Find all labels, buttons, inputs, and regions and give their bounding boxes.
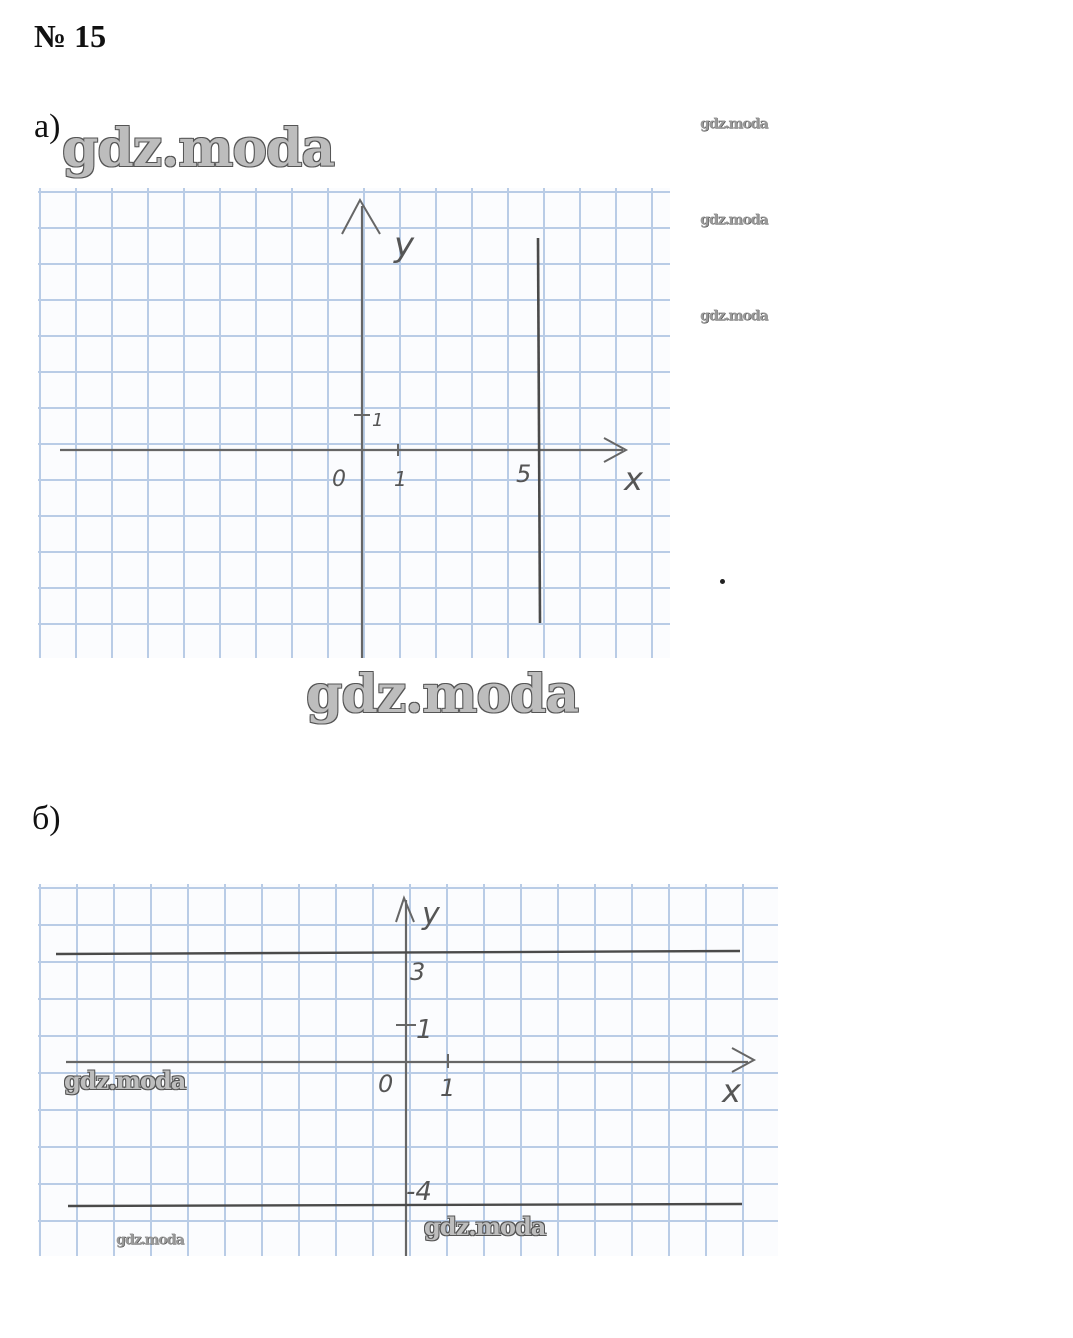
part-a-label: а) xyxy=(34,108,61,145)
x-tick-label: 1 xyxy=(394,467,407,491)
y-tick-label: 1 xyxy=(372,410,384,431)
part-b-label: б) xyxy=(32,800,61,837)
y-tick-label: 1 xyxy=(416,1015,433,1045)
x-axis-label: x xyxy=(624,460,643,498)
watermark: gdz.moda xyxy=(700,308,768,324)
exercise-title: № 15 xyxy=(34,18,107,54)
grid-lines xyxy=(38,188,670,658)
upper-line-label: 3 xyxy=(410,958,426,986)
watermark: gdz.moda xyxy=(424,1212,546,1241)
lower-line-label: -4 xyxy=(406,1177,432,1207)
origin-label: 0 xyxy=(378,1070,394,1098)
y-axis-label: y xyxy=(422,897,440,932)
stray-dot xyxy=(720,579,725,584)
x-axis-label: x xyxy=(722,1072,741,1110)
watermark: gdz.moda xyxy=(306,664,579,725)
x-tick-label: 1 xyxy=(440,1074,456,1102)
watermark: gdz.moda xyxy=(64,1066,186,1095)
vertical-line-x5 xyxy=(538,238,540,623)
graph-a xyxy=(38,188,670,658)
watermark: gdz.moda xyxy=(62,118,335,179)
origin-label: 0 xyxy=(332,467,346,492)
watermark: gdz.moda xyxy=(700,212,768,228)
watermark: gdz.moda xyxy=(116,1232,184,1248)
watermark: gdz.moda xyxy=(700,116,768,132)
y-axis-label: y xyxy=(394,225,415,265)
graph-a-svg xyxy=(38,188,670,658)
horizontal-line-y3 xyxy=(56,951,740,954)
horizontal-line-y-minus4 xyxy=(68,1204,742,1206)
line-value-label: 5 xyxy=(516,460,532,488)
